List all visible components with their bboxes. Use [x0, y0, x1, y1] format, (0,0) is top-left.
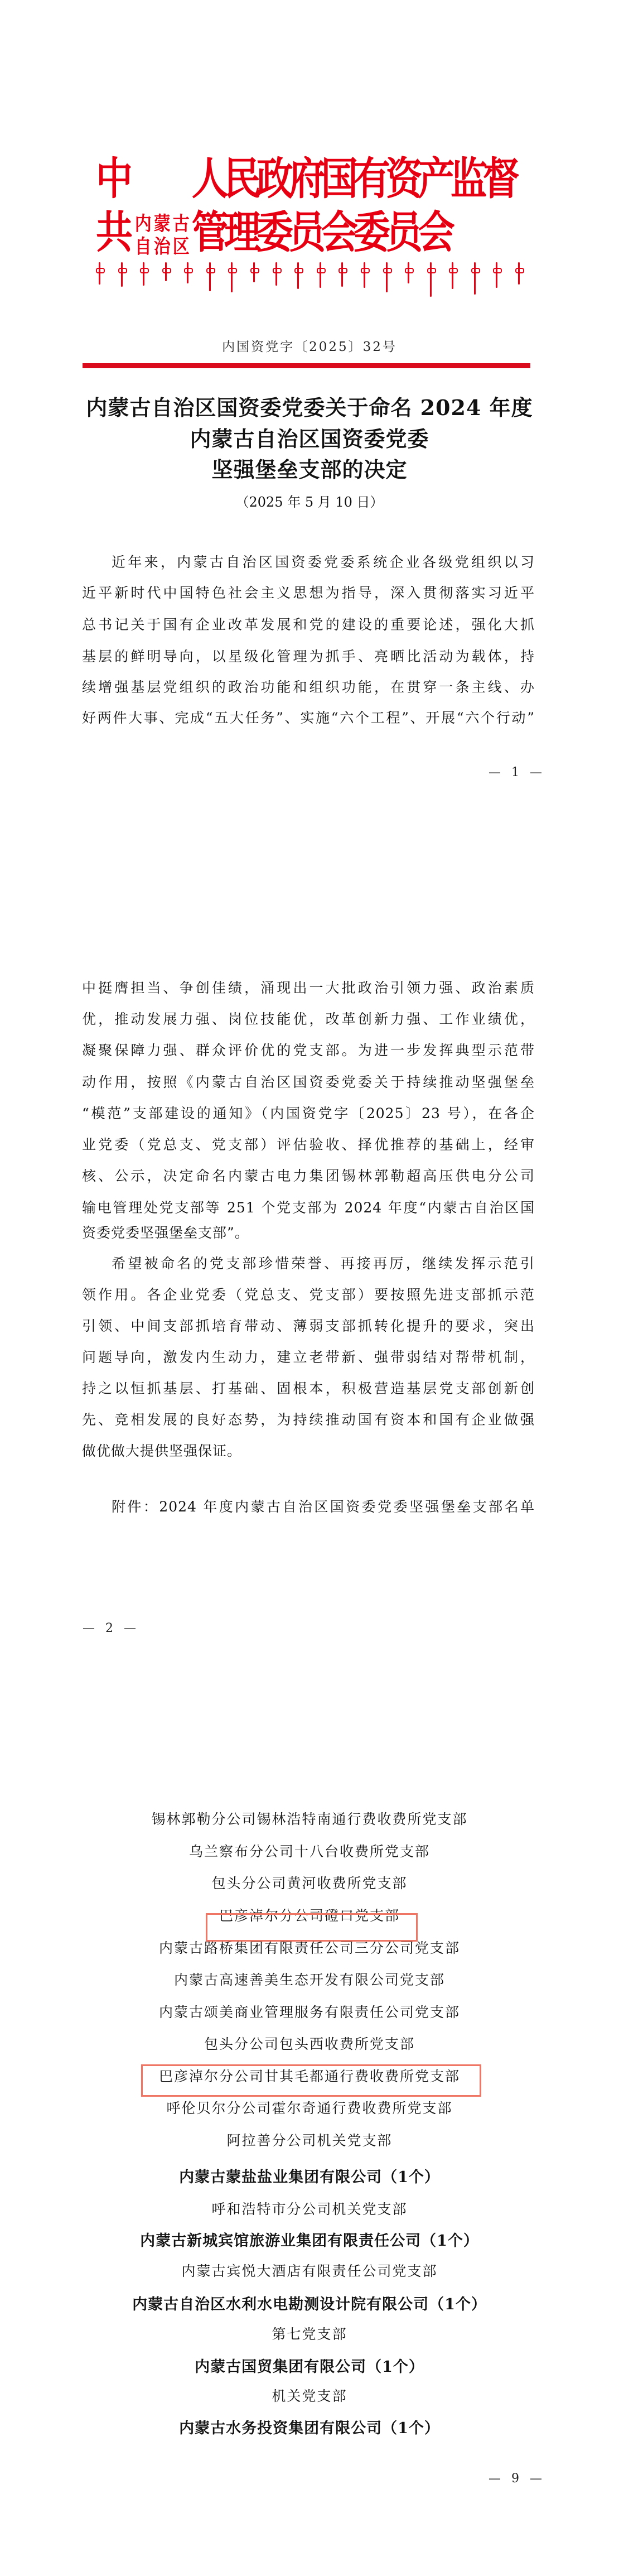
- branch-list-item: 内蒙古宾悦大酒店有限责任公司党支部: [181, 2263, 438, 2279]
- body-line: 近平新时代中国特色社会主义思想为指导，深入贯彻落实习近平: [82, 585, 535, 601]
- mongolian-script-column: [449, 262, 456, 289]
- body-line: 输电管理处党支部等 251 个党支部为 2024 年度“内蒙古自治区国: [82, 1200, 535, 1216]
- body-line: 领作用。各企业党委（党总支、党支部）要按照先进支部抓示范: [82, 1287, 535, 1303]
- branch-list-item: 内蒙古高速善美生态开发有限公司党支部: [173, 1972, 445, 1988]
- page-number-2: — 2 —: [83, 1621, 139, 1635]
- mongolian-script-column: [427, 262, 434, 297]
- mongolian-script-column: [361, 262, 367, 288]
- mongolian-script-column: [250, 262, 257, 282]
- masthead-prefix: 中共: [96, 152, 128, 258]
- body-line: 做优做大提供坚强保证。: [82, 1443, 242, 1459]
- attachment-note: 附件：2024 年度内蒙古自治区国资委党委坚强堡垒支部名单: [112, 1499, 535, 1515]
- mongolian-script-column: [338, 262, 345, 287]
- masthead-suffix: 人民政府国有资产监督管理委员会委员会: [191, 152, 515, 258]
- body-line: 好两件大事、完成“五大任务”、实施“六个工程”、开展“六个行动”: [82, 710, 535, 726]
- company-heading: 内蒙古蒙盐盐业集团有限公司（1个）: [179, 2169, 440, 2186]
- company-heading: 内蒙古水务投资集团有限公司（1个）: [179, 2420, 440, 2437]
- branch-list-item: 内蒙古颂美商业管理服务有限责任公司党支部: [158, 2004, 460, 2020]
- body-line: 近年来，内蒙古自治区国资委党委系统企业各级党组织以习: [112, 554, 535, 570]
- body-line: “模范”支部建设的通知》（内国资党字〔2025〕23 号），在各企: [82, 1105, 535, 1121]
- masthead-stacked-region: [134, 213, 190, 259]
- mongolian-script-column: [515, 262, 522, 285]
- mongolian-script-column: [184, 262, 191, 283]
- mongolian-script-column: [383, 262, 390, 292]
- company-heading: 内蒙古新城宾馆旅游业集团有限责任公司（1个）: [140, 2232, 479, 2250]
- body-line: 资委党委坚强堡垒支部”。: [82, 1225, 249, 1241]
- masthead-stack-3: 古 区: [172, 213, 190, 258]
- body-line: 优，推动发展力强、岗位技能优，改革创新力强、工作业绩优，: [82, 1011, 535, 1027]
- branch-list-item: 机关党支部: [272, 2388, 347, 2404]
- body-line: 引领、中间支部抓培育带动、薄弱支部抓转化提升的要求，突出: [82, 1318, 535, 1334]
- body-line: 持之以恒抓基层、打基础、固根本，积极营造基层党支部创新创: [82, 1380, 535, 1397]
- company-heading: 内蒙古国贸集团有限公司（1个）: [195, 2358, 424, 2376]
- red-divider-rule: [83, 363, 530, 368]
- body-line: 希望被命名的党支部珍惜荣誉、再接再厉，继续发挥示范引: [112, 1255, 535, 1272]
- branch-list-item: 包头分公司黄河收费所党支部: [211, 1875, 408, 1891]
- body-line: 业党委（党总支、党支部）评估验收、择优推荐的基础上，经审: [82, 1137, 535, 1153]
- branch-list-item: 巴彦淖尔分公司甘其毛都通行费收费所党支部: [158, 2068, 460, 2084]
- body-line: 核、公示，决定命名内蒙古电力集团锡林郭勒超高压供电分公司: [82, 1168, 535, 1184]
- branch-list-item: 呼和浩特市分公司机关党支部: [211, 2201, 408, 2217]
- company-heading: 内蒙古自治区水利水电勘测设计院有限公司（1个）: [132, 2296, 487, 2313]
- body-line: 问题导向，激发内生动力，建立老带新、强带弱结对帮带机制，: [82, 1349, 535, 1365]
- mongolian-script-column: [405, 262, 412, 283]
- mongolian-script-masthead: [96, 262, 522, 318]
- masthead-stack-2: 蒙 治: [153, 213, 171, 258]
- branch-list-item: 乌兰察布分公司十八台收费所党支部: [188, 1843, 430, 1860]
- mongolian-script-column: [273, 262, 279, 286]
- body-line: 基层的鲜明导向，以星级化管理为抓手、亮晒比活动为载体，持: [82, 648, 535, 665]
- mongolian-script-column: [140, 262, 147, 286]
- branch-list-item: 阿拉善分公司机关党支部: [226, 2132, 393, 2149]
- branch-list-item: 第七党支部: [272, 2326, 347, 2342]
- masthead-stack-1: 内 自: [134, 213, 152, 258]
- mongolian-script-column: [493, 262, 500, 288]
- mongolian-script-column: [206, 262, 213, 291]
- document-number: 内国资党字〔2025〕32号: [222, 340, 397, 354]
- highlight-box: [141, 2064, 481, 2097]
- mongolian-script-column: [228, 262, 235, 292]
- page-number-9: — 9 —: [489, 2472, 545, 2486]
- issuer-masthead: [96, 152, 522, 259]
- mongolian-script-column: [162, 262, 169, 281]
- mongolian-script-column: [471, 262, 478, 295]
- body-line: 总书记关于国有企业改革发展和党的建设的重要论述，强化大抓: [82, 617, 535, 633]
- body-line: 动作用，按照《内蒙古自治区国资委党委关于持续推动坚强堡垒: [82, 1074, 535, 1090]
- branch-list-item: 巴彦淖尔分公司磴口党支部: [219, 1908, 400, 1924]
- mongolian-script-column: [96, 262, 103, 285]
- document-title-line-2: 内蒙古自治区国资委党委: [190, 426, 429, 451]
- branch-list-item: 锡林郭勒分公司锡林浩特南通行费收费所党支部: [151, 1811, 468, 1827]
- mongolian-script-column: [294, 262, 301, 289]
- page-number-1: — 1 —: [489, 765, 545, 779]
- body-line: 先、竞相发展的良好态势，为持续推动国有资本和国有企业做强: [82, 1412, 535, 1428]
- body-line: 中挺膺担当、争创佳绩，涌现出一大批政治引领力强、政治素质: [82, 980, 535, 996]
- document-date: （2025 年 5 月 10 日）: [235, 494, 384, 510]
- body-line: 续增强基层党组织的政治功能和组织功能，在贯穿一条主线、办: [82, 679, 535, 695]
- highlight-box: [206, 1913, 418, 1942]
- mongolian-script-column: [317, 262, 323, 288]
- document-title-line-3: 坚强堡垒支部的决定: [211, 457, 408, 482]
- body-line: 凝聚保障力强、群众评价优的党支部。为进一步发挥典型示范带: [82, 1042, 535, 1058]
- mongolian-script-column: [118, 262, 125, 287]
- branch-list-item: 包头分公司包头西收费所党支部: [204, 2036, 415, 2052]
- document-title-line-1: 内蒙古自治区国资委党委关于命名 2024 年度: [86, 395, 533, 420]
- branch-list-item: 呼伦贝尔分公司霍尔奇通行费收费所党支部: [166, 2100, 453, 2116]
- branch-list-item: 内蒙古路桥集团有限责任公司三分公司党支部: [158, 1940, 460, 1956]
